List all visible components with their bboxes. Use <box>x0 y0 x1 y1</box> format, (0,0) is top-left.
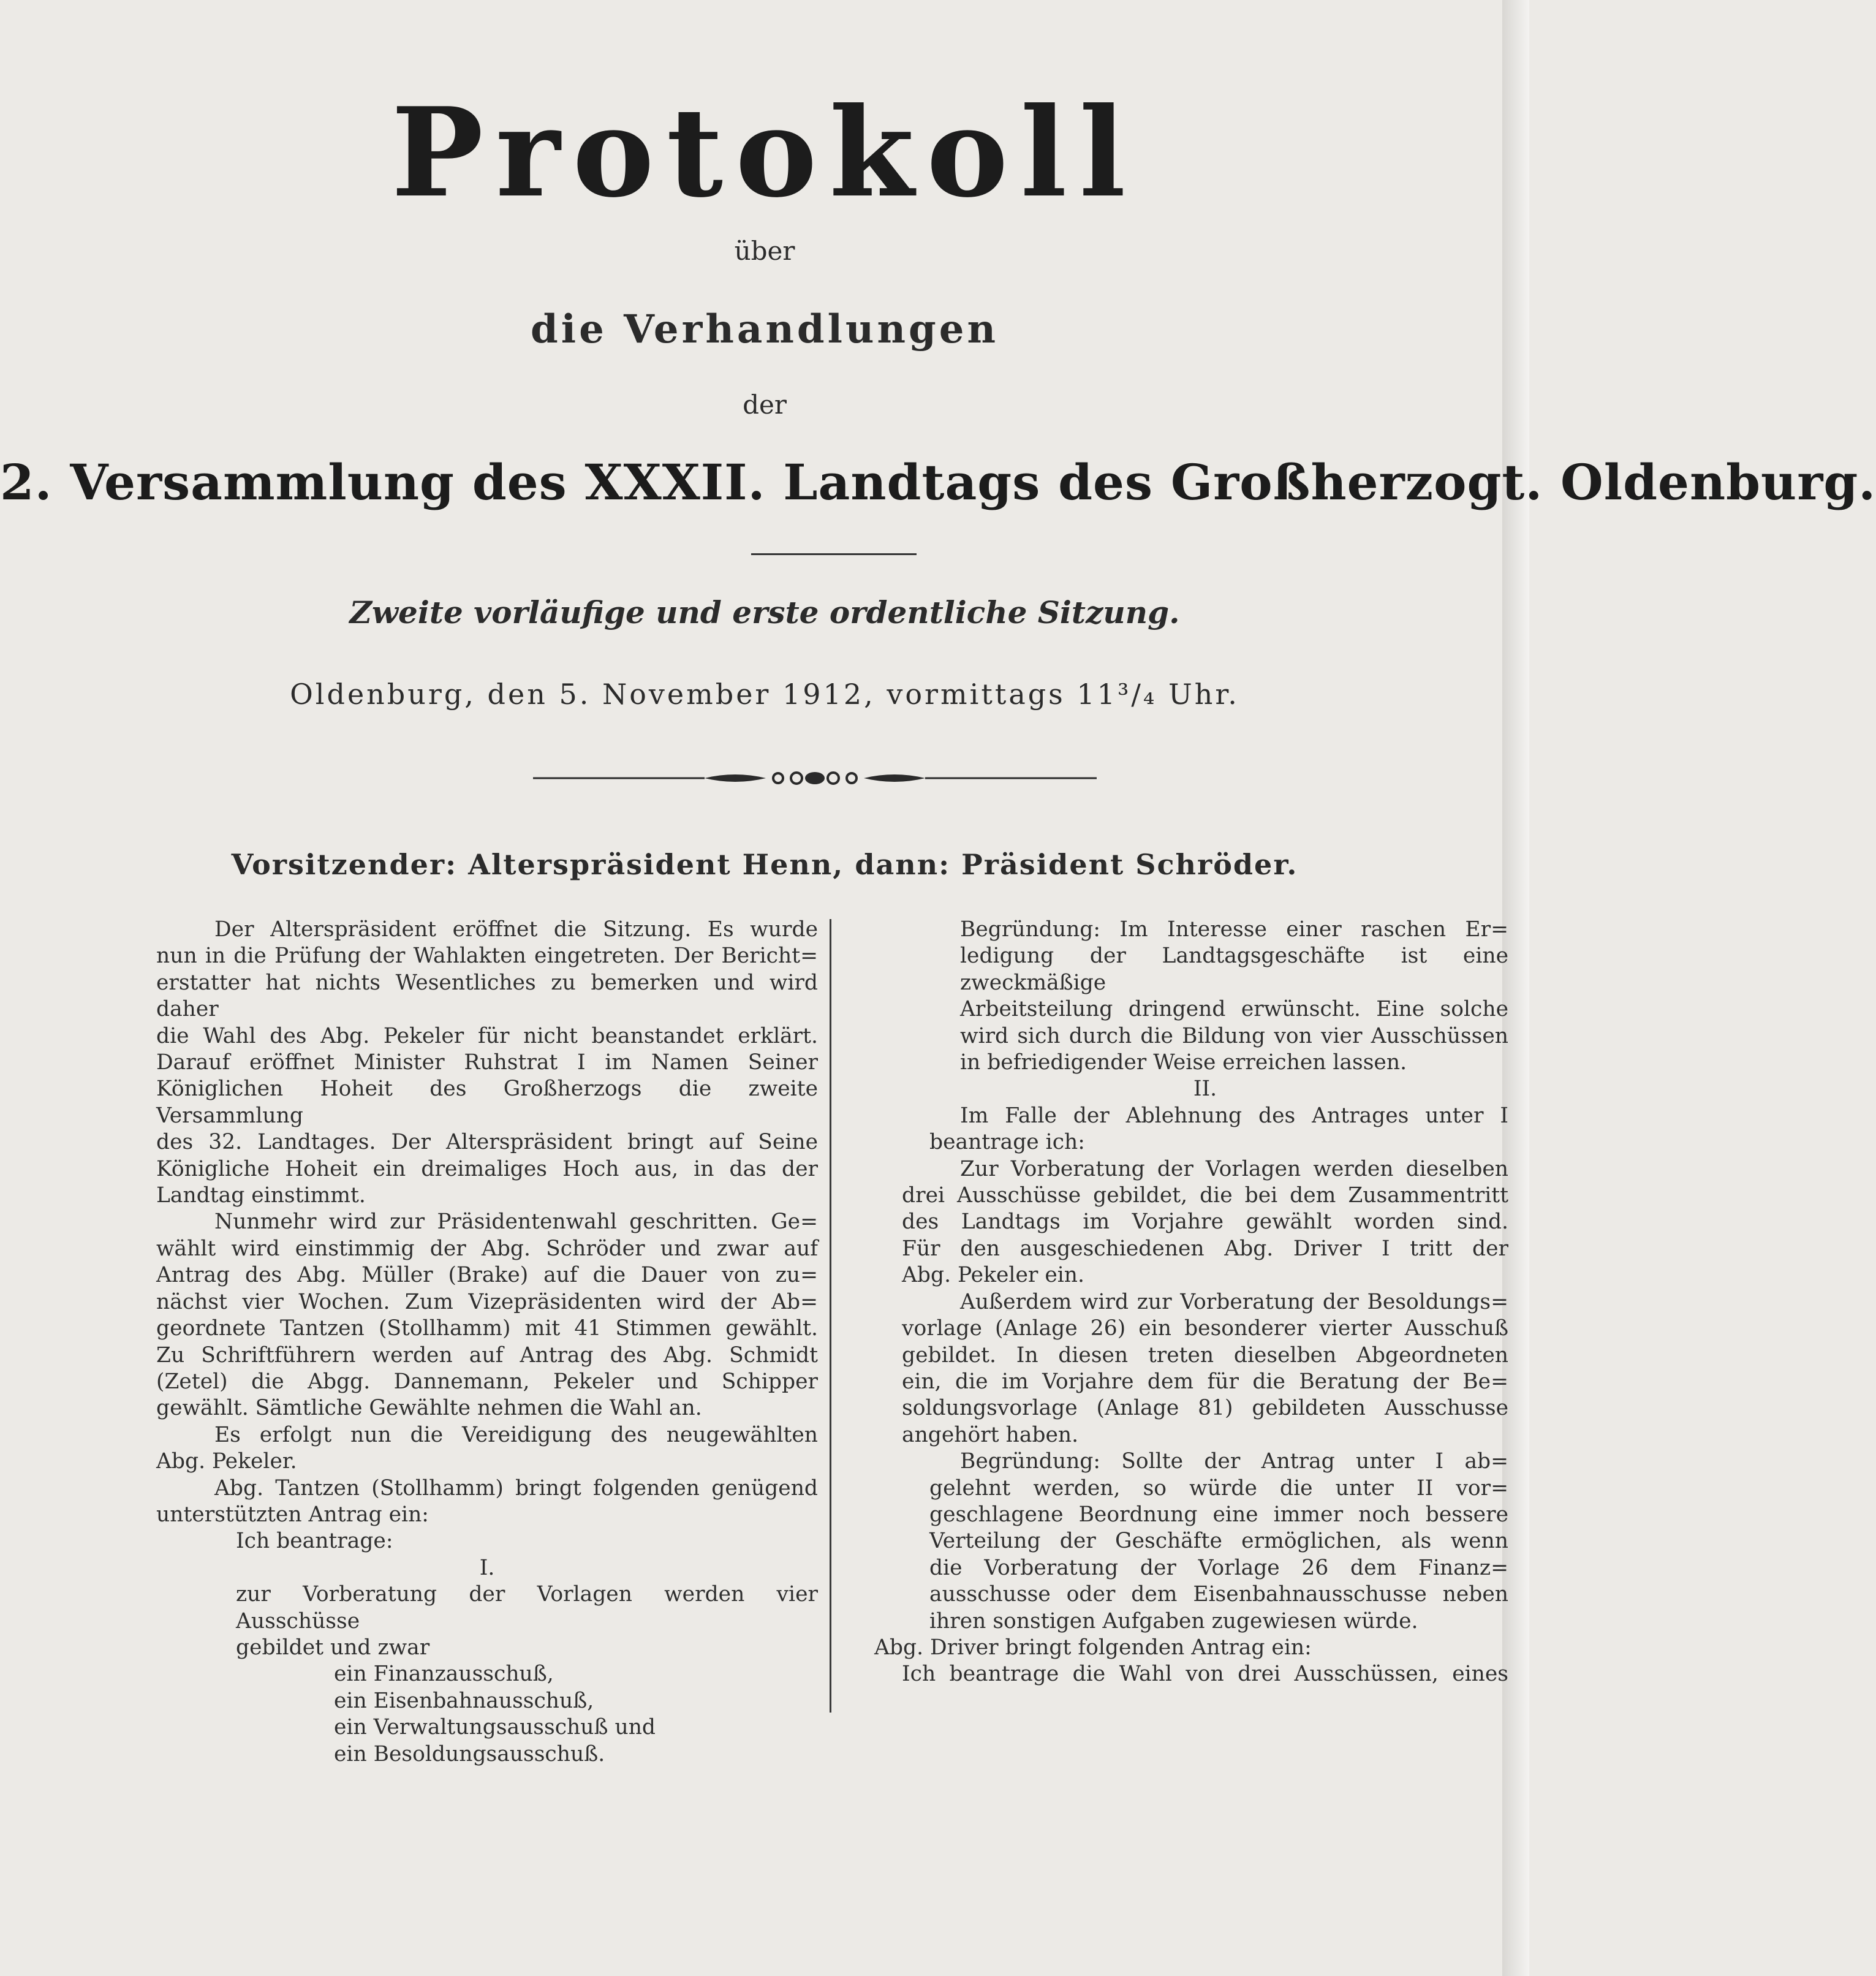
list-item: ein Finanzausschuß, <box>334 1662 554 1687</box>
text-line: Nunmehr wird zur Präsidentenwahl geschritten. Ge= <box>214 1209 818 1235</box>
assembly-heading: 2. Versammlung des XXXII. Landtags des Großherzogt. Oldenburg. <box>0 453 1876 511</box>
text-line: Abg. Pekeler. <box>156 1449 297 1474</box>
text-line: Königlichen Hoheit des Großherzogs die zweite Versammlung <box>156 1077 818 1128</box>
ornament-divider <box>533 766 1097 790</box>
text-line: unterstützten Antrag ein: <box>156 1502 429 1527</box>
text-line: wählt wird einstimmig der Abg. Schröder und zwar auf <box>156 1236 818 1261</box>
left-column <box>156 917 818 1768</box>
text-line: Für den ausgeschiedenen Abg. Driver I tritt der <box>902 1236 1508 1261</box>
text-line: Zu Schriftführern werden auf Antrag des Abg. Schmidt <box>156 1342 818 1368</box>
text-line: die Wahl des Abg. Pekeler für nicht beanstandet erklärt. <box>156 1023 818 1048</box>
text-line: erstatter hat nichts Wesentliches zu bemerken und wird daher <box>156 970 818 1022</box>
column-divider <box>830 919 831 1713</box>
text-line: gebildet. In diesen treten dieselben Abgeordneten <box>902 1342 1508 1368</box>
text-line: Der Alterspräsident eröffnet die Sitzung. Es wurde <box>214 917 818 942</box>
text-line: gelehnt werden, so würde die unter II vor= <box>929 1475 1508 1501</box>
subtitle-ueber: über <box>734 236 795 266</box>
text-line: nun in die Prüfung der Wahlakten eingetreten. Der Bericht= <box>156 944 818 969</box>
chair-heading: Vorsitzender: Alterspräsident Henn, dann: Präsident Schröder. <box>231 848 1298 881</box>
text-line: vorlage (Anlage 26) ein besonderer vierter Ausschuß <box>902 1316 1508 1341</box>
text-line: beantrage ich: <box>929 1130 1085 1155</box>
text-line: Abg. Pekeler ein. <box>902 1263 1084 1288</box>
session-heading: Zweite vorläufige und erste ordentliche Sitzung. <box>349 594 1180 630</box>
text-line: Außerdem wird zur Vorberatung der Besoldungs= <box>960 1289 1508 1314</box>
document-title: Protokoll <box>391 81 1138 225</box>
text-line: die Vorberatung der Vorlage 26 dem Finanz= <box>929 1555 1508 1580</box>
text-line: soldungsvorlage (Anlage 81) gebildeten Ausschusse <box>902 1396 1508 1421</box>
date-line: Oldenburg, den 5. November 1912, vormittags 11³/₄ Uhr. <box>290 678 1239 711</box>
text-line: in befriedigender Weise erreichen lassen. <box>960 1050 1407 1075</box>
text-line: ihren sonstigen Aufgaben zugewiesen würde. <box>929 1608 1418 1633</box>
text-line: Zur Vorberatung der Vorlagen werden dieselben <box>960 1156 1508 1181</box>
text-line: ausschusse oder dem Eisenbahnausschusse neben <box>929 1582 1508 1607</box>
para-opening <box>156 917 818 943</box>
text-line: ledigung der Landtagsgeschäfte ist eine zweckmäßige <box>960 944 1508 995</box>
text-line: Ich beantrage die Wahl von drei Ausschüssen, eines <box>902 1662 1508 1687</box>
text-line: gewählt. Sämtliche Gewählte nehmen die Wahl an. <box>156 1396 702 1421</box>
list-item: ein Besoldungsausschuß. <box>334 1741 605 1766</box>
text-line: drei Ausschüsse gebildet, die bei dem Zusammentritt <box>902 1183 1508 1208</box>
text-line: Ich beantrage: <box>236 1529 393 1554</box>
text-line: Im Falle der Ablehnung des Antrages unter I <box>960 1103 1508 1128</box>
roman-numeral-two: II. <box>1193 1077 1217 1102</box>
text-line: angehört haben. <box>902 1422 1079 1447</box>
subtitle-verhandlungen: die Verhandlungen <box>531 306 999 352</box>
text-line: Darauf eröffnet Minister Ruhstrat I im Namen Seiner <box>156 1050 818 1075</box>
list-item: ein Verwaltungsausschuß und <box>334 1715 656 1740</box>
text-line: gebildet und zwar <box>236 1635 430 1660</box>
text-line: Abg. Driver bringt folgenden Antrag ein: <box>874 1635 1312 1660</box>
text-line: geordnete Tantzen (Stollhamm) mit 41 Stimmen gewählt. <box>156 1316 818 1341</box>
list-item: ein Eisenbahnausschuß, <box>334 1688 594 1713</box>
text-line: Abg. Tantzen (Stollhamm) bringt folgenden genügend <box>214 1475 818 1501</box>
text-line: Begründung: Im Interesse einer raschen Er= <box>960 917 1508 942</box>
text-line: Königliche Hoheit ein dreimaliges Hoch aus, in das der <box>156 1156 818 1181</box>
text-line: zur Vorberatung der Vorlagen werden vier Ausschüsse <box>236 1582 818 1633</box>
text-line: des Landtags im Vorjahre gewählt worden sind. <box>902 1209 1508 1235</box>
text-line: Verteilung der Geschäfte ermöglichen, als wenn <box>929 1529 1508 1554</box>
text-line: Landtag einstimmt. <box>156 1183 366 1208</box>
text-line: Begründung: Sollte der Antrag unter I ab= <box>960 1449 1508 1474</box>
text-line: nächst vier Wochen. Zum Vizepräsidenten wird der Ab= <box>156 1289 818 1314</box>
text-line: Arbeitsteilung dringend erwünscht. Eine solche <box>960 997 1508 1022</box>
text-line: Es erfolgt nun die Vereidigung des neugewählten <box>214 1422 818 1447</box>
subtitle-der: der <box>743 390 787 420</box>
roman-numeral-one: I. <box>479 1555 495 1580</box>
right-column <box>874 917 1508 1688</box>
text-line: Antrag des Abg. Müller (Brake) auf die Dauer von zu= <box>156 1263 818 1288</box>
short-rule <box>751 553 917 555</box>
text-line: des 32. Landtages. Der Alterspräsident bringt auf Seine <box>156 1130 818 1155</box>
text-line: wird sich durch die Bildung von vier Ausschüssen <box>960 1023 1508 1048</box>
text-line: (Zetel) die Abgg. Dannemann, Pekeler und Schipper <box>156 1369 818 1394</box>
text-line: geschlagene Beordnung eine immer noch bessere <box>929 1502 1508 1527</box>
text-line: ein, die im Vorjahre dem für die Beratung der Be= <box>902 1369 1508 1394</box>
